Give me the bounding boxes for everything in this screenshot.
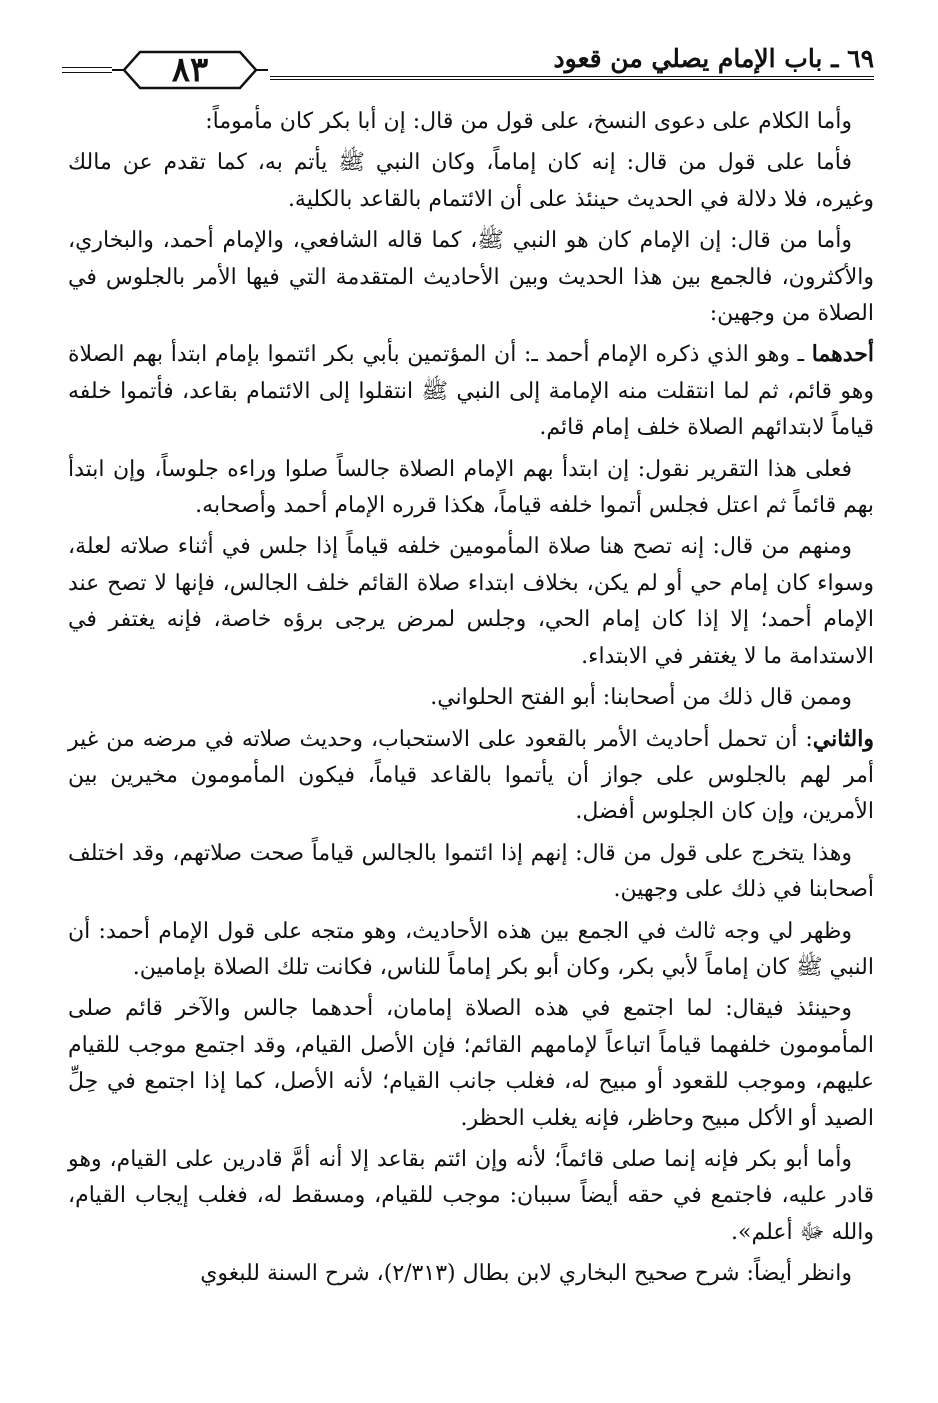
paragraph [68,679,874,716]
paragraph-text: ومنهم من قال: إنه تصح هنا صلاة المأمومين خلفه قياماً إذا جلس في أثناء صلاته لعلة، وسواء كان إمام حي أو لم يكن، بخلاف ابتداء صلاة القائم خلف الجالس، فإنها لا تصح عند الإمام أحمد؛ إلا إذا كان إمام الحي، وجلس لمرض يرجى برؤه خاصة، فإنه يغتفر في الاستدامة ما لا يغتفر في الابتداء. [68,534,874,669]
paragraph-text: وممن قال ذلك من أصحابنا: أبو الفتح الحلواني. [430,685,852,711]
page-body [68,103,874,1297]
chapter-title: ٦٩ ـ باب الإمام يصلي من قعود [553,44,874,73]
paragraph [68,1255,874,1292]
paragraph [68,144,874,218]
paragraph-text: ـ وهو الذي ذكره الإمام أحمد ـ: أن المؤتمين بأبي بكر ائتموا بإمام ابتدأ بهم الصلاة وهو قائم، ثم لما انتقلت منه الإمامة إلى النبي ﷺ انتقلوا إلى الائتمام بقاعد، فأتموا خلفه قياماً لابتدائهم الصلاة خلف إمام قائم. [68,342,874,441]
paragraph-lead: أحدهما [811,341,874,368]
paragraph-text: وأما أبو بكر فإنه إنما صلى قائماً؛ لأنه وإن ائتم بقاعد إلا أنه أمَّ قادرين على القيام، وهو قادر عليه، فاجتمع في حقه أيضاً سببان: موجب للقيام، ومسقط له، فغلب إيجاب القيام، والله ﷻ أعلم». [68,1146,874,1245]
paragraph [68,990,874,1137]
paragraph [68,1141,874,1251]
paragraph-text: وأما من قال: إن الإمام كان هو النبي ﷺ، كما قاله الشافعي، والإمام أحمد، والبخاري، والأكثرون، فالجمع بين هذا الحديث وبين الأحاديث المتقدمة التي فيها الأمر بالجلوس في الصلاة من وجهين: [68,228,874,327]
paragraph [68,913,874,987]
paragraph-text: فعلى هذا التقرير نقول: إن ابتدأ بهم الإمام الصلاة جالساً صلوا وراءه جلوساً، وإن ابتدأ بهم قائماً ثم اعتل فجلس أتموا خلفه قياماً، هكذا قرره الإمام أحمد وأصحابه. [68,456,874,519]
paragraph-text: وحينئذ فيقال: لما اجتمع في هذه الصلاة إمامان، أحدهما جالس والآخر قائم صلى المأمومون خلفهما قياماً اتباعاً لإمامهم القائم؛ فإن الأصل القيام، وقد اجتمع موجب للقيام عليهم، وموجب للقعود أو مبيح له، فغلب جانب القيام؛ لأنه الأصل، كما إذا اجتمع في حِلِّ الصيد أو الأكل مبيح وحاظر، فإنه يغلب الحظر. [68,996,874,1131]
paragraph [68,528,874,675]
paragraph [68,336,874,446]
paragraph-text: وانظر أيضاً: شرح صحيح البخاري لابن بطال (٢/٣١٣)، شرح السنة للبغوي [200,1261,852,1287]
paragraph-text: وظهر لي وجه ثالث في الجمع بين هذه الأحاديث، وهو متجه على قول الإمام أحمد: أن النبي ﷺ كان إماماً لأبي بكر، وكان أبو بكر إماماً للناس، فكانت تلك الصلاة بإمامين. [68,918,874,980]
paragraph-text: وهذا يتخرج على قول من قال: إنهم إذا ائتموا بالجالس قياماً صحت صلاتهم، وقد اختلف أصحابنا في ذلك على وجهين. [68,840,874,903]
header-left-rule [62,67,112,73]
paragraph [68,103,874,140]
paragraph-text: : أن تحمل أحاديث الأمر بالقعود على الاستحباب، وحديث صلاته في مرضه من غير أمر لهم بالجلوس على جواز أن يأتموا بالقاعد قياماً، فيكون المأمومون مخيرين بين الأمرين، وإن كان الجلوس أفضل. [68,726,874,825]
paragraph [68,451,874,525]
header-rule [270,76,874,80]
page-header [62,38,874,98]
page-number-ornament [110,46,270,94]
paragraph [68,721,874,831]
paragraph-text: وأما الكلام على دعوى النسخ، على قول من قال: إن أبا بكر كان مأموماً: [205,109,852,134]
paragraph [68,835,874,909]
paragraph [68,222,874,332]
paragraph-lead: والثاني [812,725,874,752]
page-number: ٨٣ [171,50,209,90]
paragraph-text: فأما على قول من قال: إنه كان إماماً، وكان النبي ﷺ يأتم به، كما تقدم عن مالك وغيره، فلا دلالة في الحديث حينئذ على أن الائتمام بالقاعد بالكلية. [68,150,874,212]
